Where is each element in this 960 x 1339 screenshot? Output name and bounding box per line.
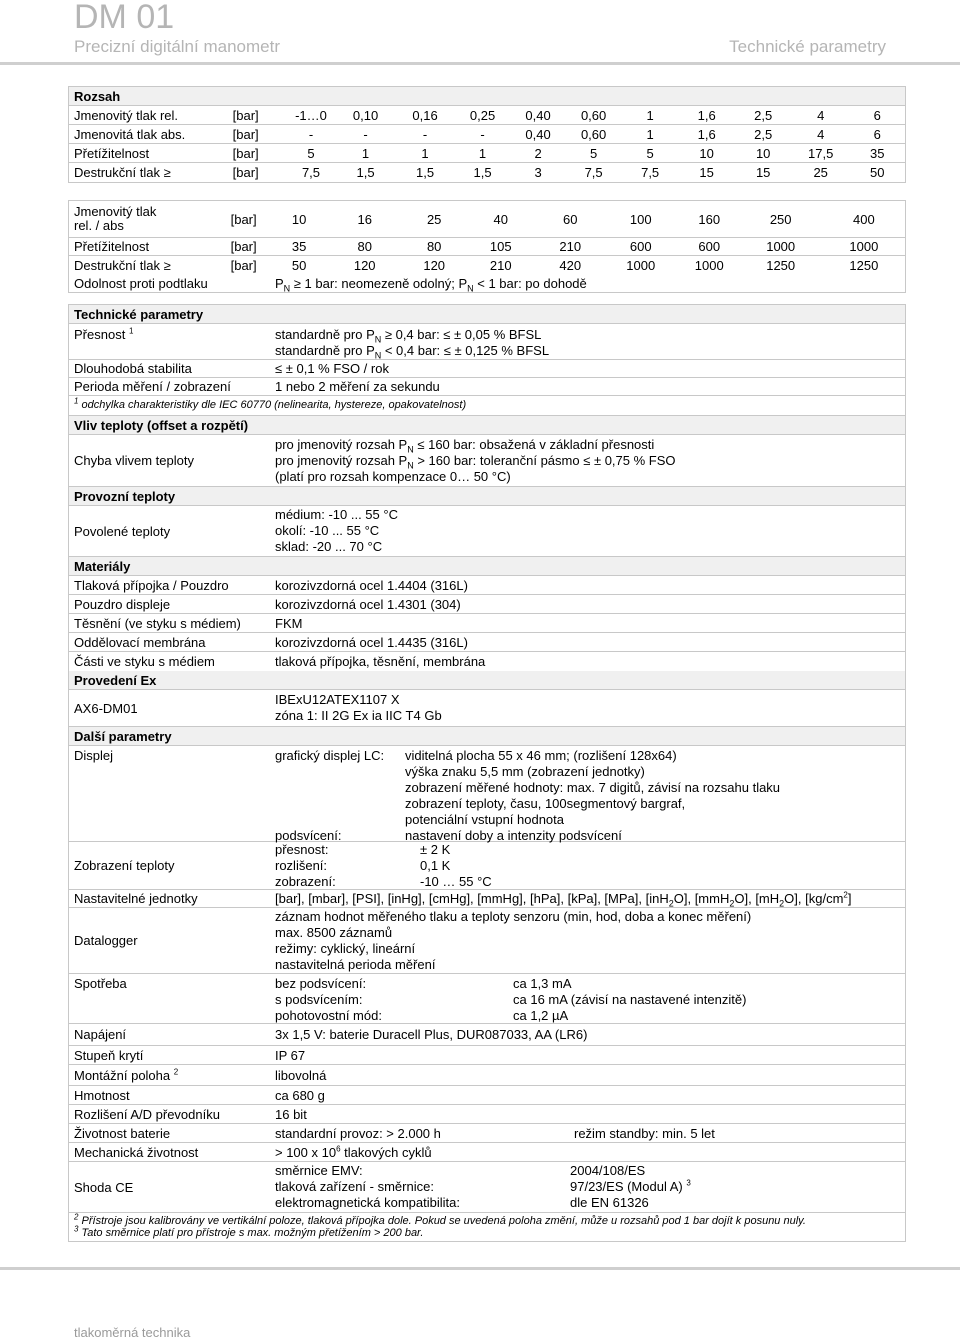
table-cell: 7,5 (641, 165, 660, 180)
table-cell: 4 (817, 126, 825, 142)
row-label: Jmenovitá tlak abs. (74, 126, 186, 142)
table-row (69, 125, 905, 144)
bottom-divider (0, 1267, 960, 1270)
table-cell: 5 (589, 145, 598, 161)
row-label: Těsnění (ve styku s médiem) (74, 615, 241, 631)
table-row: Hmotnost ca 680 g (69, 1086, 905, 1105)
section-header: Další parametry (69, 727, 905, 746)
row-value: tlaková přípojka, těsnění, membrána (275, 654, 486, 669)
table-row (69, 163, 905, 182)
table-cell: 35 (291, 239, 307, 254)
table-cell: - (422, 126, 428, 142)
table-cell: 1 (646, 107, 654, 123)
table-row: Spotřeba bez podsvícení: ca 1,3 mA s podsvícením: ca 16 mA (závisí na nastavené intenzitě) pohotovostní mód: ca 1,2 µA (69, 974, 905, 1024)
table-cell: 15 (699, 165, 714, 180)
row-label (69, 205, 231, 233)
table-cell: 40 (493, 211, 508, 227)
footer-text: tlakoměrná technika (74, 1325, 191, 1339)
table-cell: 6 (873, 107, 881, 123)
section-header: Technické parametry (69, 305, 905, 324)
table-cell: 160 (698, 211, 721, 227)
row-label: Přetížitelnost (74, 239, 150, 254)
unit-label: [bar] (232, 107, 259, 123)
unit-label: [bar] (230, 239, 257, 254)
table-cell: 16 (357, 211, 372, 227)
table-cell: 0,40 (525, 126, 551, 142)
table-cell: 10 (291, 211, 307, 227)
table-cell: 1,6 (697, 126, 716, 142)
table-cell: 600 (698, 239, 721, 254)
row-value: korozivzdorná ocel 1.4301 (304) (275, 596, 461, 612)
table-cell: 0,10 (352, 107, 379, 123)
row-label: Destrukční tlak ≥ (74, 165, 171, 180)
tech-table (68, 304, 906, 1242)
table-cell: 4 (817, 107, 825, 123)
section-header: Vliv teploty (offset a rozpětí) (69, 416, 905, 435)
table-cell: 1,6 (697, 107, 716, 123)
table-cell: -1…0 (295, 107, 327, 123)
table-row (69, 238, 905, 256)
table-cell: 80 (426, 239, 442, 254)
table-cell: 1,5 (356, 165, 375, 180)
table-row (69, 595, 905, 614)
table-cell: 15 (755, 165, 771, 180)
table-cell: 1250 (766, 257, 796, 273)
table-row (69, 144, 905, 163)
table-cell: 0,16 (412, 107, 438, 123)
table-row: Životnost baterie standardní provoz: > 2.000 h režim standby: min. 5 let (69, 1124, 905, 1143)
unit-label: [bar] (232, 165, 259, 180)
table-cell: 3 (534, 165, 542, 180)
table-cell: 10 (755, 145, 771, 161)
table-cell: 420 (559, 257, 582, 273)
table-cell: 0,60 (580, 107, 607, 123)
table-cell: 17,5 (808, 145, 834, 161)
row-label: Oddělovací membrána (74, 634, 206, 650)
row-label: Jmenovitý tlak rel. (74, 107, 179, 123)
row-label: Části ve styku s médiem (74, 654, 215, 669)
table-cell: 1250 (849, 257, 879, 273)
doc-subtitle: Precizní digitální manometr (74, 37, 280, 56)
table-cell: 0,60 (580, 126, 607, 142)
table-cell: 210 (559, 239, 582, 254)
row-label-line: rel. / abs (74, 218, 124, 233)
table-cell: 80 (357, 239, 372, 254)
table-cell: - (480, 126, 485, 142)
table-cell: 25 (426, 211, 442, 227)
doc-title: DM 01 (74, 0, 175, 36)
row-label-line: Jmenovitý tlak (74, 204, 157, 219)
table-cell: 6 (873, 126, 881, 142)
unit-label: [bar] (230, 257, 257, 273)
table-cell: 2,5 (754, 107, 773, 123)
section-header: Provozní teploty (69, 487, 905, 506)
table-cell: 10 (699, 145, 714, 161)
table-row: Rozlišení A/D převodníku 16 bit (69, 1105, 905, 1124)
table-cell: 2 (534, 145, 542, 161)
table-cell: 100 (629, 211, 652, 227)
footnote-1: $^1$ odchylka charakteristiky dle IEC 60770 (nelinearita, hystereze, opakovatelnost) (69, 396, 905, 416)
table-cell: 2,5 (754, 126, 773, 142)
table-cell: 5 (307, 145, 315, 161)
table-cell: 1,5 (473, 165, 492, 180)
table-row: Shoda CE směrnice EMV: 2004/108/ES tlaková zařízení - směrnice: 97/23/ES (Modul A) $^3$ elektromagnetická kompatibilita: dle EN 61326 (69, 1162, 905, 1213)
table-row: Zobrazení teploty přesnost: ± 2 K rozlišení: 0,1 K zobrazení: -10 … 55 °C (69, 842, 905, 890)
table-row: Montážní poloha $^2$ libovolná (69, 1065, 905, 1086)
table-cell: 1 (646, 126, 654, 142)
table-cell: 250 (769, 211, 792, 227)
table-cell: 7,5 (584, 165, 603, 180)
table-cell: 120 (423, 257, 446, 273)
unit-label: [bar] (232, 126, 259, 142)
table-row: Napájení 3x 1,5 V: baterie Duracell Plus, DUR087033, AA (LR6) (69, 1024, 905, 1046)
table-cell: 35 (869, 145, 885, 161)
table-cell: 400 (853, 211, 875, 227)
table-cell: - (308, 126, 314, 142)
row-label: Tlaková přípojka / Pouzdro (74, 577, 229, 593)
section-header: Rozsah (69, 87, 905, 106)
table-cell: 600 (629, 239, 652, 254)
table-cell: 105 (489, 239, 512, 254)
unit-label: [bar] (230, 211, 257, 227)
table-cell: 1 (361, 145, 370, 161)
table-row: Stupeň krytí IP 67 (69, 1046, 905, 1065)
table-cell: 1 (421, 145, 429, 161)
table-cell: 120 (353, 257, 376, 273)
table-row: Nastavitelné jednotky [bar], [mbar], [PSI], [inHg], [cmHg], [mmHg], [hPa], [kPa], [MPa], [inH$_2$O], [mmH$_2$O], $[mH_2O]$, $[kg/cm^2]$ (69, 890, 905, 908)
table-row (69, 576, 905, 595)
table-row: Perioda měření / zobrazení 1 nebo 2 měření za sekundu (69, 378, 905, 396)
table-row: AX6-DM01 IBExU12ATEX1107 X zóna 1: II 2G Ex ia IIC T4 Gb (69, 690, 905, 727)
table-cell: - (363, 126, 368, 142)
row-label: Pouzdro displeje (74, 596, 171, 612)
section-header: Provedení Ex (69, 671, 905, 690)
section-header: Materiály (69, 557, 905, 576)
table-row: Displej grafický displej LC: viditelná plocha 55 x 46 mm; (rozlišení 128x64) výška znaku 5,5 mm (zobrazení jednotky) zobrazení měřené hodnoty: max. 7 digitů, závisí na rozsahu tlaku zobrazení teploty, času, 100segmentový bargraf, potenciální vstupní hodnota podsvícení: nastavení doby a intenzity podsvícení (69, 746, 905, 842)
table-cell: 0,40 (525, 107, 551, 123)
table-row: Přesnost $^1$ standardně pro $P_N \ge 0,4$ bar: ≤ ± 0,05 % BFSL standardně pro $P_N < 0,4$ bar: ≤ ± 0,125 % BFSL (69, 324, 905, 360)
doc-section-title: Technické parametry (729, 37, 886, 56)
table-cell: 50 (869, 165, 885, 180)
footnotes: $^2$ Přístroje jsou kalibrovány ve vertikální poloze, tlaková přípojka dole. Pokud se uvedená poloha změní, může u rozsahů pod 1 bar dojít k posunu nuly. $^3$ Tato směrnice platí pro přístroje s max. možným přetížením > 200 bar. (74, 1212, 806, 1239)
row-value: korozivzdorná ocel 1.4435 (316L) (275, 634, 468, 650)
table-cell: 1000 (694, 257, 724, 273)
table-row: Povolené teploty médium: -10 ... 55 °C okolí: -10 ... 55 °C sklad: -20 ... 70 °C (69, 506, 905, 557)
table-row (69, 256, 905, 274)
table-row (69, 633, 905, 652)
table-row: Dlouhodobá stabilita ≤ ± 0,1 % FSO / rok (69, 360, 905, 378)
row-value: FKM (275, 615, 303, 631)
table-cell: 1 (478, 145, 487, 161)
unit-label: [bar] (232, 145, 259, 161)
range-table-high (68, 200, 906, 293)
table-row (69, 614, 905, 633)
table-cell: 1000 (626, 257, 656, 273)
table-cell: 5 (646, 145, 654, 161)
table-row (69, 652, 905, 671)
row-label: Přetížitelnost (74, 145, 150, 161)
table-cell: 210 (489, 257, 512, 273)
table-cell: 1000 (849, 239, 879, 254)
table-cell: 50 (291, 257, 307, 273)
table-row: Odolnost proti podtlaku $P_N \ge 1$ bar: neomezeně odolný; $P_N < 1$ bar: po dohodě (74, 275, 587, 294)
table-row: Chyba vlivem teploty pro jmenovitý rozsah $P_N \le 160$ bar: obsažená v základní přesnosti pro jmenovitý rozsah $P_N > 160$ bar: toleranční pásmo ≤ ± 0,75 % FSO (platí pro rozsah kompenzace 0… 50 °C) (69, 435, 905, 487)
table-cell: 1,5 (415, 165, 435, 180)
range-table-low (68, 86, 906, 183)
table-row (69, 201, 905, 238)
row-value: korozivzdorná ocel 1.4404 (316L) (275, 577, 468, 593)
row-label: Destrukční tlak ≥ (74, 257, 171, 273)
table-cell: 60 (563, 211, 578, 227)
table-cell: 7,5 (301, 165, 321, 180)
table-row (69, 106, 905, 125)
table-row: Datalogger záznam hodnot měřeného tlaku a teploty senzoru (min, hod, doba a konec měření) max. 8500 záznamů režimy: cyklický, lineární nastavitelná perioda měření (69, 908, 905, 974)
top-divider (0, 62, 960, 65)
table-cell: 0,25 (469, 107, 496, 123)
table-cell: 1000 (766, 239, 796, 254)
table-cell: 25 (813, 165, 828, 180)
table-row: Mechanická životnost > 100 x $10^6$ tlakových cyklů (69, 1143, 905, 1162)
